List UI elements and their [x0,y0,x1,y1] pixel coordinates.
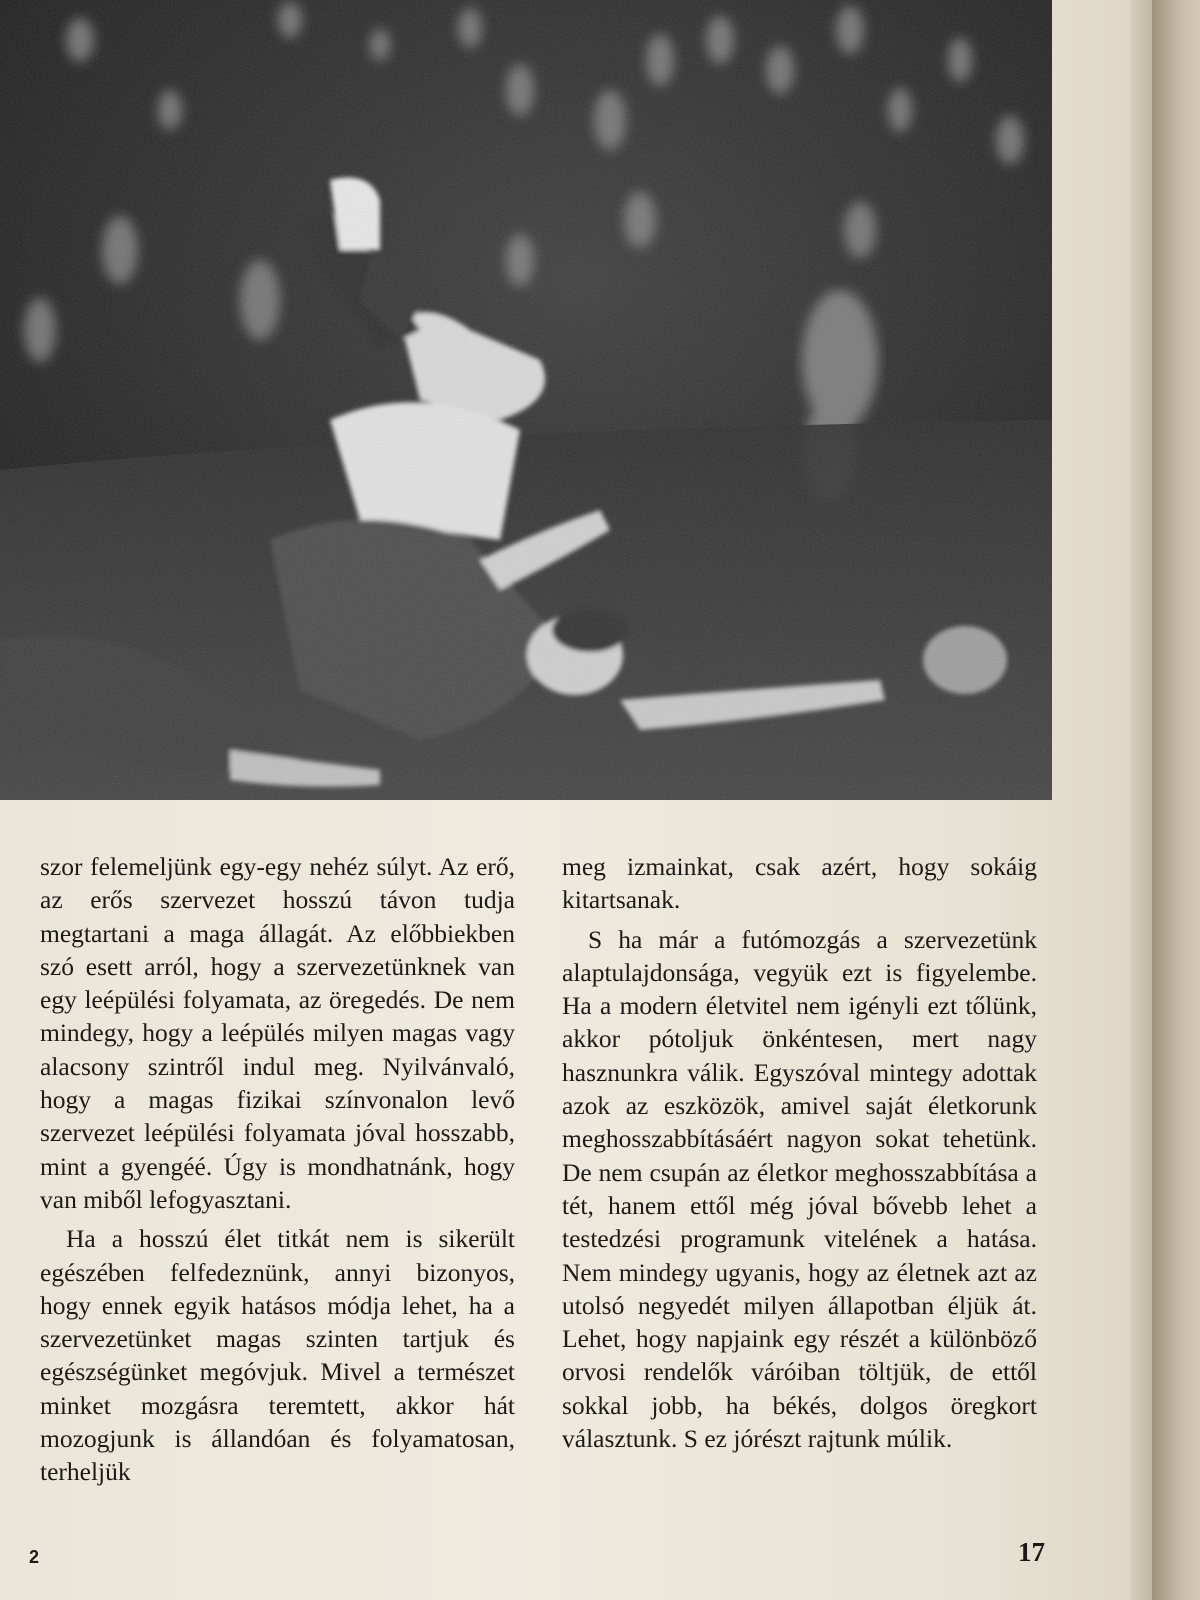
paragraph: meg izmainkat, csak azért, hogy sokáig kitartsanak. [562,852,1037,915]
paragraph: szor felemeljünk egy-egy nehéz súlyt. Az erő, az erős szervezet hosszú távon tudja megtartani a maga állagát. Az előbbiekben szó esett arról, hogy a szervezetünknek van egy leépülési folyamata, az öregedés. De nem mindegy, hogy a leépülés milyen magas vagy alacsony szintről indul meg. Nyilvánvaló, hogy a magas fizikai színvonalon levő szervezet leépülési folyamata jóval hosszabb, mint a gyengéé. Úgy is mondhatnánk, hogy van miből lefogyasztani. [40,852,515,1214]
right-page-number: 17 [1018,1537,1045,1567]
underlying-page [1152,0,1200,1600]
right-text-column [562,850,1037,1455]
paragraph: Ha a hosszú élet titkát nem is sikerült egészében felfedeznünk, annyi bizonyos, hogy ennek egyik hatásos módja lehet, ha a szervezetünket magas szinten tartjuk és egészségünket megóvjuk. Mivel a természet minket mozgásra teremtett, akkor hát mozogjunk is állandóan és folyamatosan, terheljük [40,1224,515,1487]
left-text-column [40,850,515,1489]
photo-image [0,0,1052,800]
paragraph: S ha már a futómozgás a szervezetünk alaptulajdonsága, vegyük ezt is figyelembe. Ha a modern életvitel nem igényli ezt tőlünk, akkor pótoljuk önkéntesen, mert nagy hasznunkra válik. Egyszóval mintegy adottak azok az eszközök, amivel saját életkorunk meghosszabbításáért nagyon sokat tehetünk. De nem csupán az életkor meghosszabbítása a tét, hanem ettől még jóval bővebb lehet a testedzési programunk vitelének a hatása. Nem mindegy ugyanis, hogy az életnek azt az utolsó negyedét milyen állapotban éljük át. Lehet, hogy napjaink egy részét a különböző orvosi rendelők váróiban töltjük, de ettől sokkal jobb, ha békés, dolgos öregkort választunk. S ez jórészt rajtunk múlik. [562,924,1037,1454]
football-player-photo [0,0,1052,800]
left-page-number: 2 [29,1547,40,1567]
